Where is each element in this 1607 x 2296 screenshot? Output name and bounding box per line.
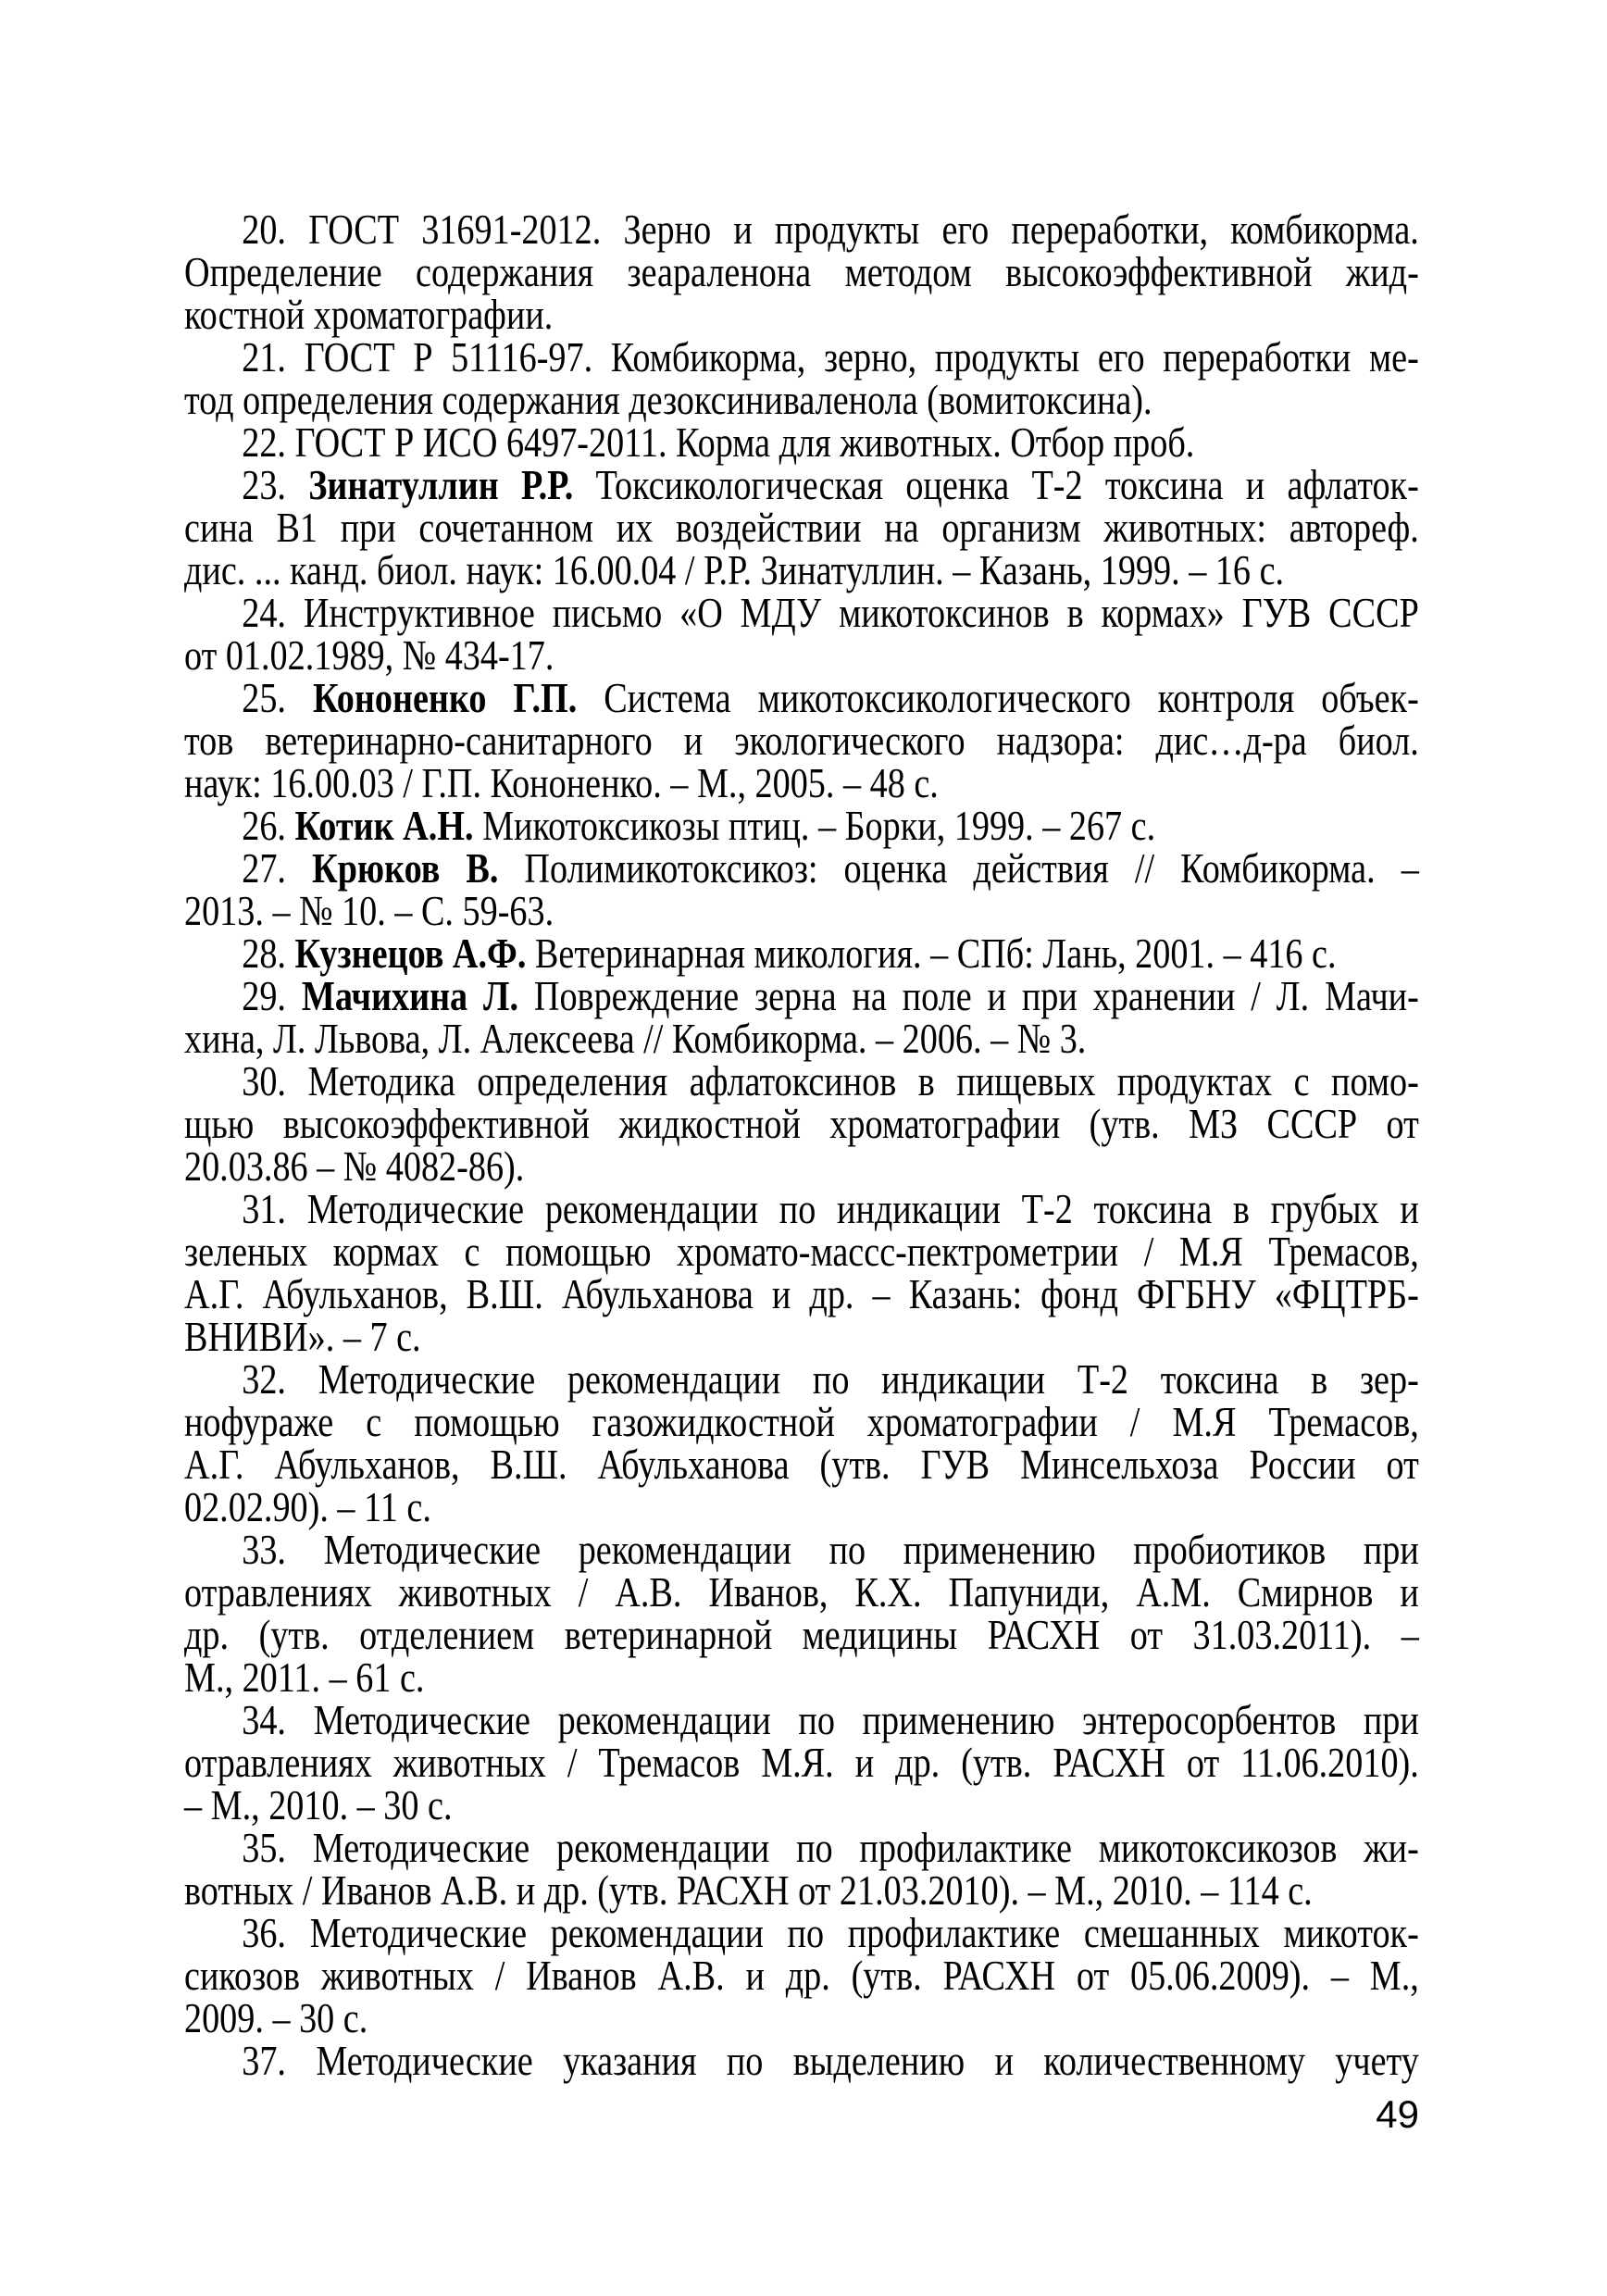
reference-line bbox=[184, 506, 1419, 549]
reference-line bbox=[184, 1696, 1419, 1743]
reference-entry bbox=[184, 418, 1419, 466]
reference-entry bbox=[184, 2037, 1419, 2084]
reference-line bbox=[184, 759, 1419, 806]
reference-line bbox=[184, 461, 1419, 508]
reference-text: 29. bbox=[242, 972, 302, 1019]
reference-line bbox=[184, 1741, 1419, 1784]
reference-text: А.Г. Абульханов, В.Ш. Абульханова и др. – Казань: фонд ФГБНУ «ФЦТРБ- bbox=[184, 1270, 1419, 1317]
reference-line bbox=[184, 1185, 1419, 1232]
reference-entry bbox=[184, 333, 1419, 423]
reference-text: 37. Методические указания по выделению и количественному учету bbox=[242, 2037, 1419, 2084]
reference-entry bbox=[184, 1824, 1419, 1914]
reference-text: А.Г. Абульханов, В.Ш. Абульханова (утв. ГУВ Минсельхоза России от bbox=[184, 1441, 1419, 1488]
reference-line bbox=[184, 719, 1419, 762]
reference-text: 28. bbox=[242, 930, 295, 977]
reference-line bbox=[184, 802, 1419, 849]
reference-text: 34. Методические рекомендации по применению энтеросорбентов при bbox=[242, 1696, 1419, 1743]
reference-line bbox=[184, 1909, 1419, 1956]
reference-line bbox=[184, 376, 1419, 423]
reference-text: вотных / Иванов А.В. и др. (утв. РАСХН от 21.03.2010). – М., 2010. – 114 с. bbox=[184, 1866, 1313, 1914]
reference-text: сина В1 при сочетанном их воздействии на организм животных: автореф. bbox=[184, 504, 1419, 551]
reference-text: Микотоксикозы птиц. – Борки, 1999. – 267 с. bbox=[473, 802, 1156, 849]
reference-line bbox=[184, 1483, 1419, 1530]
reference-entry bbox=[184, 1526, 1419, 1701]
reference-line bbox=[184, 1355, 1419, 1403]
reference-text: 23. bbox=[242, 461, 309, 508]
reference-text: Полимикотоксикоз: оценка действия // Комбикорма. – bbox=[498, 844, 1419, 892]
reference-line bbox=[184, 1057, 1419, 1104]
reference-text: ВНИВИ». – 7 с. bbox=[184, 1313, 421, 1360]
reference-text: 22. ГОСТ Р ИСО 6497-2011. Корма для животных. Отбор проб. bbox=[242, 418, 1195, 466]
reference-line bbox=[184, 1230, 1419, 1273]
author-name: Зинатуллин Р.Р. bbox=[308, 461, 574, 508]
reference-entry bbox=[184, 589, 1419, 679]
reference-line bbox=[184, 418, 1419, 466]
reference-line bbox=[184, 1017, 1419, 1060]
reference-line bbox=[184, 2037, 1419, 2084]
reference-text: хина, Л. Львова, Л. Алексеева // Комбикорма. – 2006. – № 3. bbox=[184, 1015, 1087, 1062]
author-name: Кузнецов А.Ф. bbox=[294, 930, 527, 977]
reference-text: 21. ГОСТ Р 51116-97. Комбикорма, зерно, продукты его переработки ме- bbox=[242, 333, 1419, 381]
reference-text: 20. ГОСТ 31691-2012. Зерно и продукты его переработки, комбикорма. bbox=[242, 206, 1419, 253]
reference-line bbox=[184, 248, 1419, 295]
reference-text: Ветеринарная микология. – СПб: Лань, 2001. – 416 с. bbox=[526, 930, 1337, 977]
reference-line bbox=[184, 208, 1419, 251]
author-name: Крюков В. bbox=[312, 844, 499, 892]
reference-line bbox=[184, 1824, 1419, 1871]
reference-line bbox=[184, 1270, 1419, 1317]
reference-line bbox=[184, 1866, 1419, 1914]
reference-text: Определение содержания зеараленона методом высокоэффективной жид- bbox=[184, 248, 1419, 295]
reference-text: Система микотоксикологического контроля объек- bbox=[577, 674, 1419, 721]
reference-text: тод определения содержания дезоксиниваленола (вомитоксина). bbox=[184, 376, 1152, 423]
reference-line bbox=[184, 1781, 1419, 1828]
page-number: 49 bbox=[1376, 2092, 1419, 2136]
reference-text: 25. bbox=[242, 674, 313, 721]
reference-line bbox=[184, 1100, 1419, 1147]
author-name: Мачихина Л. bbox=[301, 972, 519, 1019]
reference-text: отравлениях животных / А.В. Иванов, К.Х. Папуниди, А.М. Смирнов и bbox=[184, 1568, 1419, 1616]
reference-text: 35. Методические рекомендации по профилактике микотоксикозов жи- bbox=[242, 1824, 1419, 1871]
reference-line bbox=[184, 1994, 1419, 2041]
reference-text: 31. Методические рекомендации по индикации Т-2 токсина в грубых и bbox=[242, 1185, 1419, 1232]
reference-entry bbox=[184, 1057, 1419, 1190]
reference-line bbox=[184, 1526, 1419, 1573]
reference-line bbox=[184, 932, 1419, 975]
reference-entry bbox=[184, 844, 1419, 934]
reference-text: 26. bbox=[242, 802, 295, 849]
reference-text: нофураже с помощью газожидкостной хроматографии / М.Я Тремасов, bbox=[184, 1398, 1419, 1445]
reference-text: 36. Методические рекомендации по профилактике смешанных микоток- bbox=[242, 1909, 1419, 1956]
reference-text: тов ветеринарно-санитарного и экологического надзора: дис…д-ра биол. bbox=[184, 717, 1419, 764]
author-name: Кононенко Г.П. bbox=[312, 674, 578, 721]
reference-line bbox=[184, 1611, 1419, 1658]
reference-entry bbox=[184, 972, 1419, 1062]
reference-text: костной хроматографии. bbox=[184, 291, 554, 338]
reference-entry bbox=[184, 1696, 1419, 1828]
reference-line bbox=[184, 887, 1419, 934]
reference-text: 02.02.90). – 11 с. bbox=[184, 1483, 431, 1530]
reference-text: отравлениях животных / Тремасов М.Я. и др. (утв. РАСХН от 11.06.2010). bbox=[184, 1739, 1419, 1786]
reference-line bbox=[184, 1954, 1419, 1997]
reference-text: Токсикологическая оценка Т-2 токсина и афлаток- bbox=[573, 461, 1419, 508]
reference-line bbox=[184, 972, 1419, 1019]
bibliography-list bbox=[184, 208, 1419, 2082]
reference-text: зеленых кормах с помощью хромато-массс-пектрометрии / М.Я Тремасов, bbox=[184, 1228, 1419, 1275]
reference-text: сикозов животных / Иванов А.В. и др. (утв. РАСХН от 05.06.2009). – М., bbox=[184, 1952, 1419, 1999]
reference-text: наук: 16.00.03 / Г.П. Кононенко. – М., 2005. – 48 с. bbox=[184, 759, 939, 806]
reference-line bbox=[184, 1443, 1419, 1486]
reference-text: – М., 2010. – 30 с. bbox=[184, 1781, 453, 1828]
reference-text: Повреждение зерна на поле и при хранении / Л. Мачи- bbox=[518, 972, 1419, 1019]
reference-entry bbox=[184, 674, 1419, 806]
reference-line bbox=[184, 1142, 1419, 1190]
reference-text: щью высокоэффективной жидкостной хроматографии (утв. МЗ СССР от bbox=[184, 1100, 1419, 1147]
reference-line bbox=[184, 1398, 1419, 1445]
reference-line bbox=[184, 1568, 1419, 1616]
reference-text: дис. ... канд. биол. наук: 16.00.04 / Р.Р. Зинатуллин. – Казань, 1999. – 16 с. bbox=[184, 546, 1285, 593]
reference-entry bbox=[184, 802, 1419, 849]
reference-text: от 01.02.1989, № 434-17. bbox=[184, 631, 554, 679]
reference-line bbox=[184, 674, 1419, 721]
reference-line bbox=[184, 1313, 1419, 1360]
reference-line bbox=[184, 589, 1419, 636]
reference-text: 33. Методические рекомендации по применению пробиотиков при bbox=[242, 1526, 1419, 1573]
reference-entry bbox=[184, 1909, 1419, 2041]
reference-line bbox=[184, 844, 1419, 892]
reference-entry bbox=[184, 461, 1419, 593]
reference-line bbox=[184, 1653, 1419, 1701]
reference-line bbox=[184, 631, 1419, 679]
reference-text: 24. Инструктивное письмо «О МДУ микотоксинов в кормах» ГУВ СССР bbox=[242, 589, 1419, 636]
reference-text: М., 2011. – 61 с. bbox=[184, 1653, 425, 1701]
reference-entry bbox=[184, 1355, 1419, 1530]
reference-text: 2009. – 30 с. bbox=[184, 1994, 368, 2041]
reference-line bbox=[184, 333, 1419, 381]
reference-line bbox=[184, 293, 1419, 336]
reference-text: 32. Методические рекомендации по индикации Т-2 токсина в зер- bbox=[242, 1355, 1419, 1403]
reference-line bbox=[184, 546, 1419, 593]
reference-text: 30. Методика определения афлатоксинов в пищевых продуктах с помо- bbox=[242, 1057, 1419, 1104]
reference-text: 2013. – № 10. – С. 59-63. bbox=[184, 887, 554, 934]
reference-text: др. (утв. отделением ветеринарной медицины РАСХН от 31.03.2011). – bbox=[184, 1611, 1419, 1658]
reference-entry bbox=[184, 208, 1419, 336]
reference-text: 27. bbox=[242, 844, 313, 892]
reference-entry bbox=[184, 1185, 1419, 1360]
reference-entry bbox=[184, 932, 1419, 975]
author-name: Котик А.Н. bbox=[294, 802, 474, 849]
reference-text: 20.03.86 – № 4082-86). bbox=[184, 1142, 525, 1190]
